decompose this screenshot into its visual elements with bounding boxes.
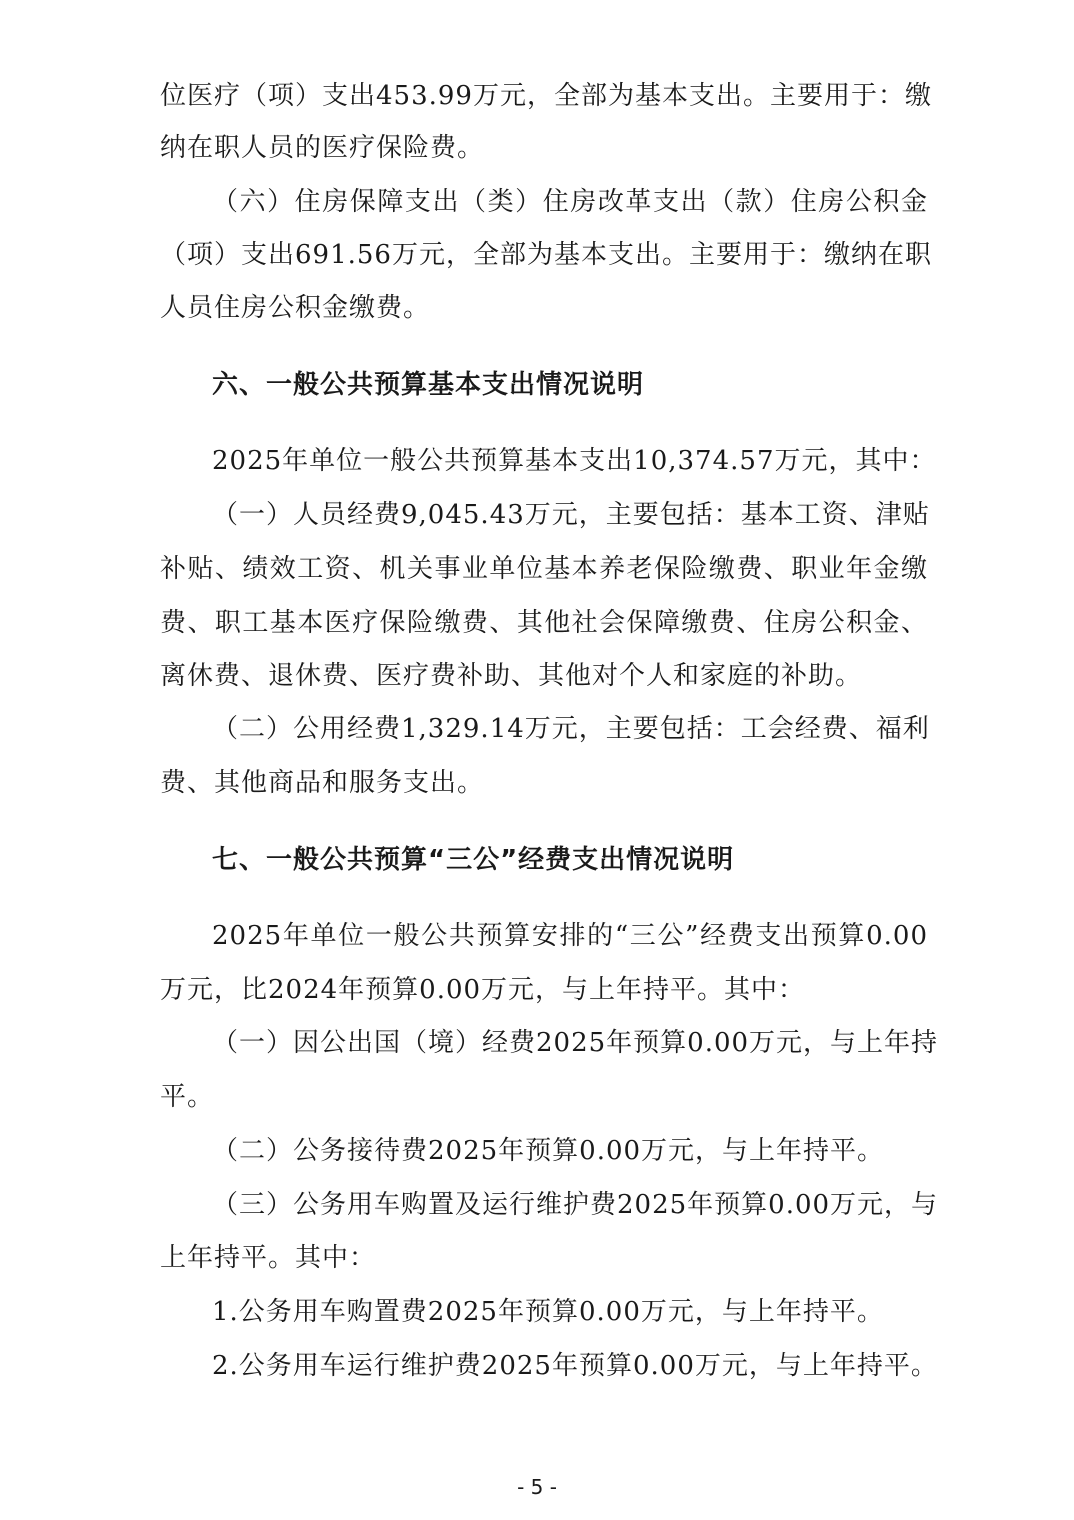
paragraph-line: （二）公务接待费2025年预算0.00万元，与上年持平。: [212, 1136, 885, 1166]
paragraph-line: （一）人员经费9,045.43万元，主要包括：基本工资、津贴: [212, 500, 930, 530]
paragraph-line: 离休费、退休费、医疗费补助、其他对个人和家庭的补助。: [160, 661, 863, 691]
paragraph-line: 平。: [160, 1082, 215, 1112]
paragraph-line: （六）住房保障支出（类）住房改革支出（款）住房公积金: [212, 187, 928, 217]
paragraph-line: 费、职工基本医疗保险缴费、其他社会保障缴费、住房公积金、: [160, 608, 928, 638]
paragraph-line: 费、其他商品和服务支出。: [160, 768, 485, 798]
paragraph-line: 位医疗（项）支出453.99万元，全部为基本支出。主要用于：缴: [160, 81, 932, 111]
paragraph-line: 上年持平。其中：: [160, 1243, 377, 1273]
section-heading-6: 六、一般公共预算基本支出情况说明: [212, 370, 645, 400]
paragraph-line: 2025年单位一般公共预算基本支出10,374.57万元，其中：: [212, 446, 937, 476]
paragraph-line: （二）公用经费1,329.14万元，主要包括：工会经费、福利: [212, 714, 930, 744]
paragraph-line: 补贴、绩效工资、机关事业单位基本养老保险缴费、职业年金缴: [160, 554, 928, 584]
paragraph-line: 2025年单位一般公共预算安排的“三公”经费支出预算0.00: [212, 921, 928, 951]
paragraph-line: 1.公务用车购置费2025年预算0.00万元，与上年持平。: [212, 1297, 884, 1327]
paragraph-line: 人员住房公积金缴费。: [160, 293, 431, 323]
page-number: - 5 -: [517, 1475, 557, 1499]
paragraph-line: 纳在职人员的医疗保险费。: [160, 133, 485, 163]
paragraph-line: （一）因公出国（境）经费2025年预算0.00万元，与上年持: [212, 1028, 939, 1058]
paragraph-line: （项）支出691.56万元，全部为基本支出。主要用于：缴纳在职: [160, 240, 932, 270]
paragraph-line: 2.公务用车运行维护费2025年预算0.00万元，与上年持平。: [212, 1351, 938, 1381]
paragraph-line: （三）公务用车购置及运行维护费2025年预算0.00万元，与: [212, 1190, 939, 1220]
section-heading-7: 七、一般公共预算“三公”经费支出情况说明: [212, 845, 735, 875]
paragraph-line: 万元，比2024年预算0.00万元，与上年持平。其中：: [160, 975, 806, 1005]
